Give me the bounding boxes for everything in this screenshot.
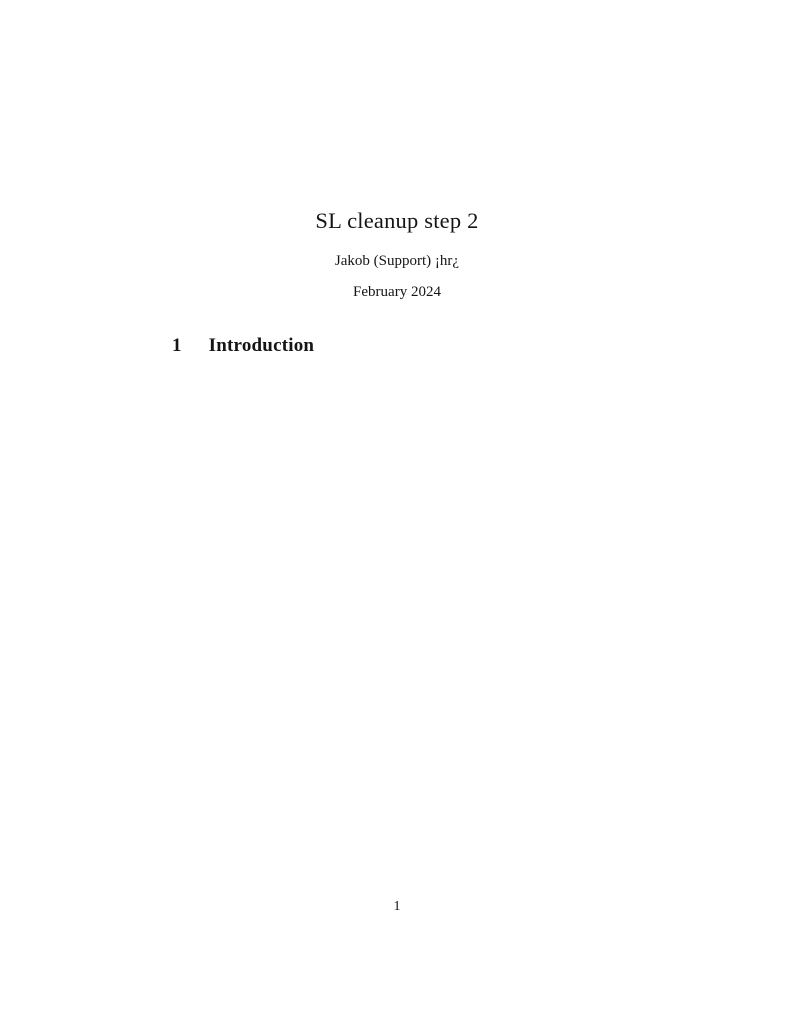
document-author: Jakob (Support) ¡hr¿ bbox=[334, 253, 460, 269]
page-number: 1 bbox=[393, 899, 401, 914]
document-title: SL cleanup step 2 bbox=[315, 208, 479, 233]
document-date: February 2024 bbox=[353, 284, 441, 300]
section-heading bbox=[172, 335, 314, 358]
section-title: Introduction bbox=[208, 335, 315, 356]
section-number: 1 bbox=[172, 335, 182, 356]
